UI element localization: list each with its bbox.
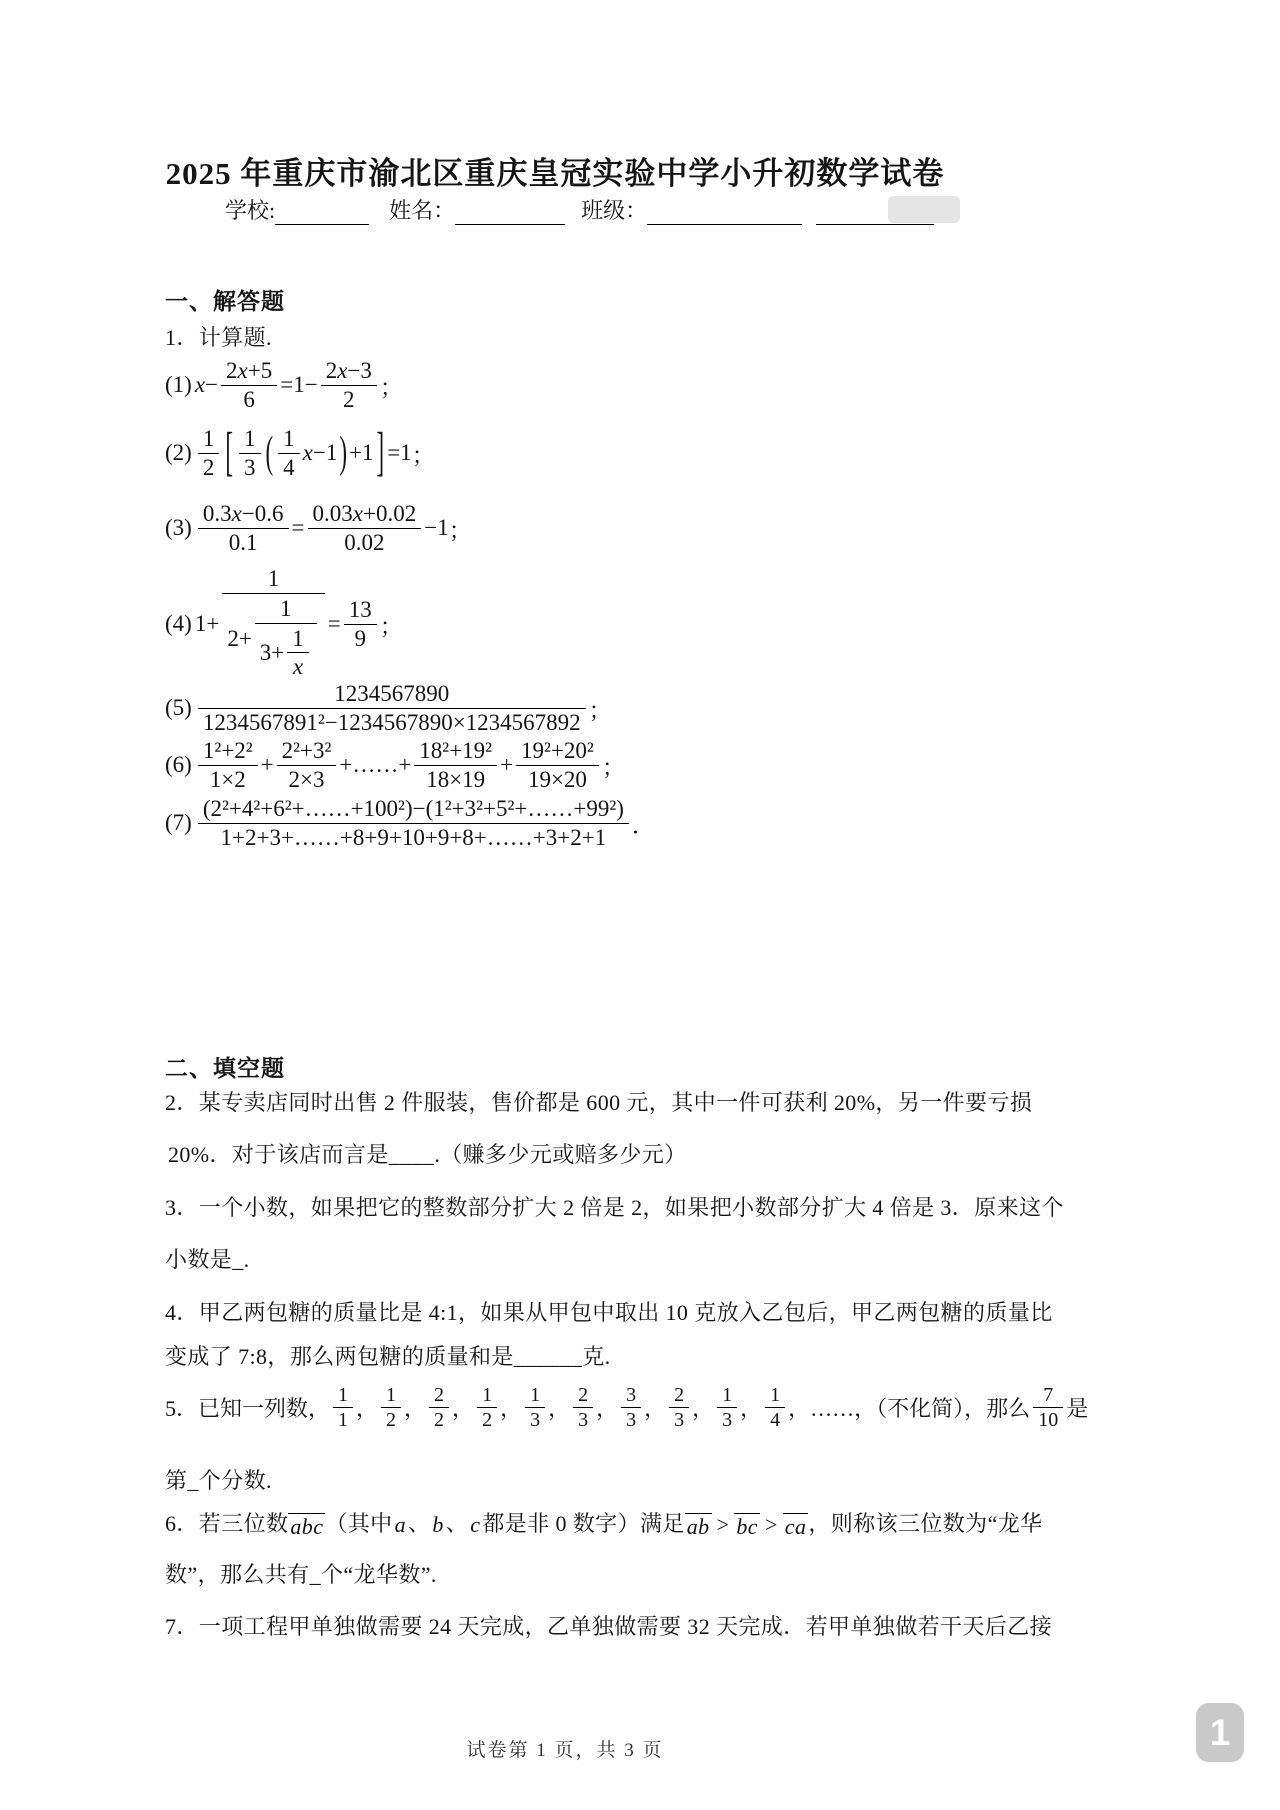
fraction: $\frac{13}{9}$	[344, 596, 377, 653]
watermark-blob	[888, 196, 960, 223]
equation-1-mid: =1−	[280, 372, 318, 398]
equation-3-equals: =	[291, 515, 305, 541]
var-c: c	[470, 1512, 481, 1537]
equation-7	[165, 795, 655, 852]
equation-4-number: (4)	[165, 611, 192, 636]
equation-6-end: ；	[601, 754, 625, 780]
equation-7-number: (7)	[165, 810, 192, 836]
right-bracket: ]	[376, 422, 385, 482]
name-blank-line	[455, 202, 565, 225]
equation-5-end: ；	[588, 697, 612, 723]
class-label: 班级：	[581, 198, 648, 223]
question-4-line-1: 4．甲乙两包糖的质量比是 4:1，如果从甲包中取出 10 克放入乙包后，甲乙两包糖的质量比	[165, 1300, 1053, 1325]
var-a: a	[394, 1512, 406, 1537]
question-6-lead: 6．若三位数	[165, 1511, 289, 1536]
question-6-line-2: 数”，那么共有_个“龙华数”.	[165, 1562, 437, 1587]
fraction: $\frac{\text{19²+20²}}{19\times 20}$	[516, 737, 599, 794]
equation-1-end: ；	[379, 374, 403, 400]
fraction: $\frac{2}{2}$	[429, 1383, 449, 1433]
fraction: $\frac{1}{2}$	[477, 1383, 497, 1433]
left-bracket: [	[225, 422, 233, 482]
equation-5	[165, 680, 612, 737]
name-label: 姓名：	[389, 198, 456, 223]
section-2-heading: 二、填空题	[165, 1055, 285, 1081]
question-3-line-2: 小数是_.	[165, 1247, 250, 1272]
question-1-label: 1．计算题.	[165, 325, 272, 350]
fraction: 0.3 x −0.6 0.1	[198, 500, 289, 557]
school-blank-line	[275, 202, 369, 225]
fraction: $\frac{\text{1²+2²}}{1\times 2}$	[198, 737, 258, 794]
equation-2-number: (2)	[165, 440, 192, 466]
fraction: $\frac{1}{4}$	[765, 1383, 785, 1433]
continued-fraction: 1 2+ 1 3+ $\frac{1}{x}$	[222, 565, 324, 683]
equation-2	[165, 422, 435, 482]
footer-page-info: 试卷第 1 页，共 3 页	[466, 1740, 664, 1761]
school-label: 学校:	[225, 198, 276, 223]
equation-4-end: ；	[379, 613, 403, 639]
var-b: b	[432, 1512, 444, 1537]
equation-2-end: ；	[411, 442, 435, 468]
fraction: 2 x +5 6	[221, 357, 277, 414]
fraction: $\frac{1}{x}$	[287, 625, 309, 682]
fraction: $\frac{\text{2²+3²}}{2\times 3}$	[277, 737, 337, 794]
question-5-line-1: 5．已知一列数， $\frac{1}{1}$ ， $\frac{1}{2}$ ， $\frac{2}{2}$ ， $\frac{1}{2}$ ， $\frac{1}{3}$ ， $\frac{2}{3}$ ， $\frac{3}{3}$ ， $\frac{2}{3}$ ， $\frac{1}{3}$ ， $\frac{1}{4}$ ， ……，（不化简），那么 $\frac{7}{10}$ 是	[165, 1384, 1089, 1432]
page-title: 2025 年重庆市渝北区重庆皇冠实验中学小升初数学试卷	[165, 156, 945, 191]
question-5-tail-2: 是	[1066, 1396, 1089, 1422]
fraction: $\frac{\text{(2²+4²+6²+……+100²)−(1²+3²+5²+……+99²)}}{1+2+3+\dots\dots+8+9+10+9+8+\dots\dots+3+2+1}$	[198, 795, 629, 852]
fraction: $\frac{1}{1}$	[333, 1383, 353, 1433]
fraction: $\frac{1}{2}$	[381, 1383, 401, 1433]
fraction: $\frac{2}{3}$	[669, 1383, 689, 1433]
equation-2-plus-one: +1	[349, 440, 374, 466]
equation-2-equals: =1	[387, 440, 412, 466]
equation-5-number: (5)	[165, 695, 192, 721]
fraction: 1 3+ $\frac{1}{x}$	[255, 595, 317, 682]
left-paren: (	[265, 427, 274, 477]
section-1-heading: 一、解答题	[165, 288, 285, 314]
question-2-line-1: 2．某专卖店同时出售 2 件服装，售价都是 600 元，其中一件可获利 20%，另一件要亏损	[165, 1090, 1033, 1115]
class-blank-line-1	[647, 202, 802, 225]
ca-overline: ca	[784, 1513, 807, 1539]
question-2-line-2: 20%．对于该店而言是____.（赚多少元或赔多少元）	[168, 1142, 687, 1167]
question-4-line-2: 变成了 7:8，那么两包糖的质量和是______克.	[165, 1344, 611, 1369]
equation-3-minus-one: −1	[424, 515, 449, 541]
fraction: 2 x −3 2	[321, 357, 377, 414]
equation-3-end: ；	[448, 517, 472, 543]
fraction: $\frac{7}{10}$	[1033, 1383, 1063, 1433]
equation-4-equals: =	[327, 611, 341, 636]
question-6-tail: ，则称该三位数为“龙华	[808, 1511, 1043, 1536]
question-5-lead: 5．已知一列数，	[165, 1396, 331, 1422]
fraction: $\frac{3}{3}$	[621, 1383, 641, 1433]
equation-4-lead: 1+	[194, 611, 220, 636]
fraction: $\frac{1}{3}$	[525, 1383, 545, 1433]
fraction: $\frac{1}{2}$	[198, 425, 220, 482]
equation-3	[165, 500, 472, 557]
ab-overline: ab	[686, 1513, 710, 1539]
right-paren: )	[339, 427, 348, 477]
abc-overline: abc	[290, 1513, 324, 1539]
question-5-tail-1: ……，（不化简），那么	[810, 1396, 1031, 1422]
fraction: $\frac{1234567890}{\text{1234567891²−1234567890×1234567892}}$	[198, 680, 586, 737]
question-7-line-1: 7．一项工程甲单独做需要 24 天完成，乙单独做需要 32 天完成．若甲单独做若干天后乙接	[165, 1614, 1053, 1639]
page-number-badge: 1	[1196, 1703, 1244, 1762]
fraction: $\frac{2}{3}$	[573, 1383, 593, 1433]
equation-7-end: ．	[631, 812, 655, 838]
question-3-line-1: 3．一个小数，如果把它的整数部分扩大 2 倍是 2，如果把小数部分扩大 4 倍是 3．原来这个	[165, 1195, 1064, 1220]
header-fields	[225, 194, 934, 225]
equation-3-number: (3)	[165, 515, 192, 541]
fraction: $\frac{1}{3}$	[717, 1383, 737, 1433]
equation-1-lead: x−	[194, 372, 219, 398]
equation-6-number: (6)	[165, 752, 192, 778]
equation-2-term: x−1	[302, 440, 338, 466]
equation-4	[165, 565, 403, 683]
question-6-line-1: 6．若三位数 abc （其中 a 、 b 、 c 都是非 0 数字）满足 ab > bc > ca ，则称该三位数为“龙华	[165, 1507, 1043, 1538]
question-5-line-2: 第_个分数.	[165, 1468, 272, 1493]
equation-6: (6) $\frac{\text{1²+2²}}{1\times 2}$ + $\frac{\text{2²+3²}}{2\times 3}$ +……+ $\frac{\text{18²+19²}}{18\times 19}$ + $\frac{\text{19²+20²}}{19\times 20}$ ；	[165, 738, 625, 792]
fraction: $\frac{1}{3}$	[239, 425, 261, 482]
fraction: $\frac{1}{4}$	[278, 425, 300, 482]
fraction: $\frac{\text{18²+19²}}{18\times 19}$	[414, 737, 497, 794]
equation-1	[165, 357, 403, 414]
fraction: 0.03 x +0.02 0.02	[308, 500, 422, 557]
equation-1-number: (1)	[165, 372, 192, 398]
bc-overline: bc	[736, 1513, 758, 1539]
